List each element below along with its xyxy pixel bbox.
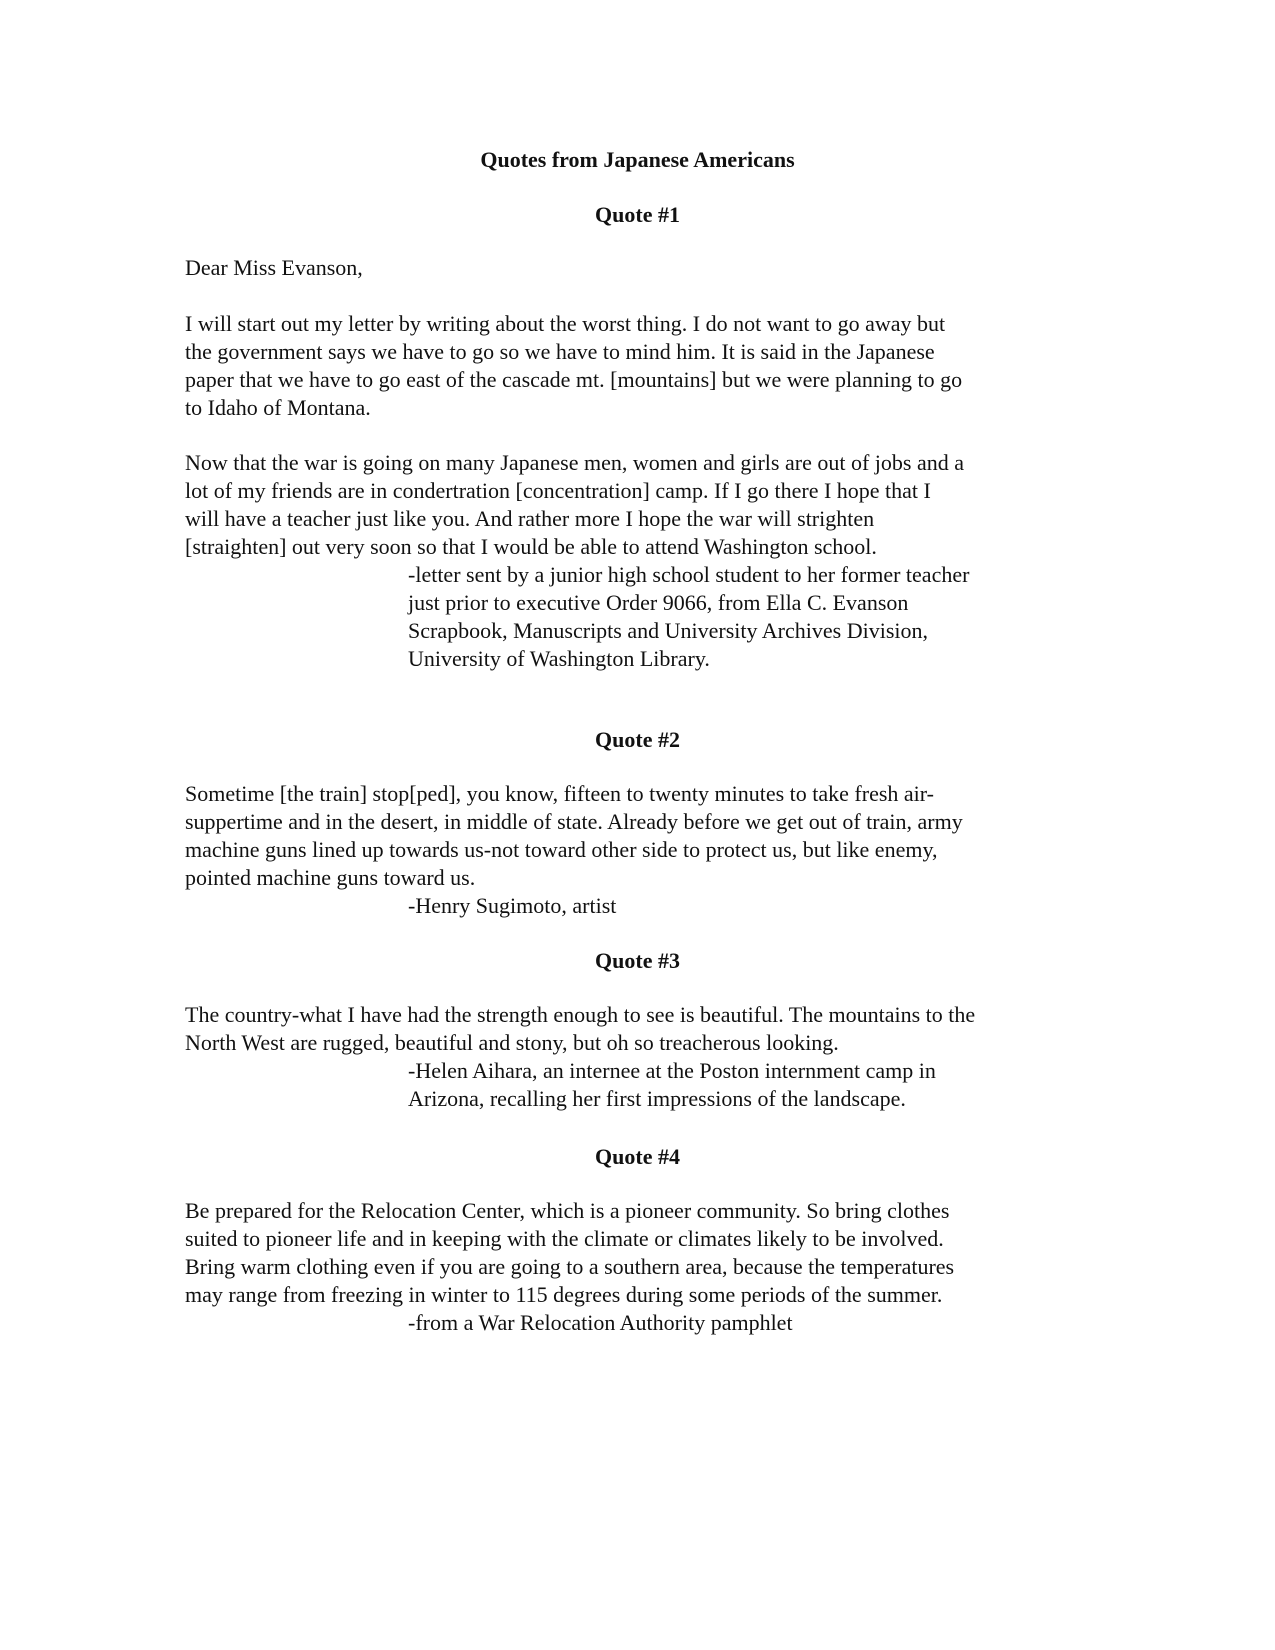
quote-2-line: pointed machine guns toward us. xyxy=(185,865,476,890)
quote-1-line: I will start out my letter by writing about the worst thing. I do not want to go away but xyxy=(185,311,946,336)
quote-1-line: [straighten] out very soon so that I would be able to attend Washington school. xyxy=(185,534,877,559)
quote-1-line: lot of my friends are in condertration [concentration] camp. If I go there I hope that I xyxy=(185,478,931,503)
quote-1-line: to Idaho of Montana. xyxy=(185,395,371,420)
quote-1-line: will have a teacher just like you. And rather more I hope the war will strighten xyxy=(185,506,875,531)
quote-1-source-line: University of Washington Library. xyxy=(408,646,710,671)
quote-2-heading: Quote #2 xyxy=(595,727,680,752)
quote-1-line: the government says we have to go so we have to mind him. It is said in the Japanese xyxy=(185,339,935,364)
quote-3-line: North West are rugged, beautiful and stony, but oh so treacherous looking. xyxy=(185,1030,839,1055)
quote-3-heading: Quote #3 xyxy=(595,948,680,973)
document-title: Quotes from Japanese Americans xyxy=(480,147,795,172)
quote-1-source-line: -letter sent by a junior high school student to her former teacher xyxy=(408,562,970,587)
quote-2-source-line: -Henry Sugimoto, artist xyxy=(408,893,617,918)
quote-1-heading: Quote #1 xyxy=(595,202,680,227)
quote-3-line: The country-what I have had the strength enough to see is beautiful. The mountains to the xyxy=(185,1002,976,1027)
quote-1-source-line: just prior to executive Order 9066, from Ella C. Evanson xyxy=(408,590,909,615)
quote-2-line: suppertime and in the desert, in middle of state. Already before we get out of train, army xyxy=(185,809,963,834)
quote-4-heading: Quote #4 xyxy=(595,1144,680,1169)
quote-3-source-line: -Helen Aihara, an internee at the Poston internment camp in xyxy=(408,1058,936,1083)
quote-4-source-line: -from a War Relocation Authority pamphlet xyxy=(408,1310,793,1335)
quote-4-line: Bring warm clothing even if you are going to a southern area, because the temperatures xyxy=(185,1254,955,1279)
quote-1-line: Now that the war is going on many Japanese men, women and girls are out of jobs and a xyxy=(185,450,964,475)
quote-2-line: Sometime [the train] stop[ped], you know, fifteen to twenty minutes to take fresh air- xyxy=(185,781,934,806)
quote-2-line: machine guns lined up towards us-not toward other side to protect us, but like enemy, xyxy=(185,837,938,862)
quote-1-source-line: Scrapbook, Manuscripts and University Archives Division, xyxy=(408,618,928,643)
quote-1-salutation: Dear Miss Evanson, xyxy=(185,255,363,280)
quote-4-line: Be prepared for the Relocation Center, which is a pioneer community. So bring clothes xyxy=(185,1198,950,1223)
quote-4-line: may range from freezing in winter to 115 degrees during some periods of the summer. xyxy=(185,1282,943,1307)
quote-4-line: suited to pioneer life and in keeping with the climate or climates likely to be involved. xyxy=(185,1226,944,1251)
quote-3-source-line: Arizona, recalling her first impressions of the landscape. xyxy=(408,1086,906,1111)
quote-1-line: paper that we have to go east of the cascade mt. [mountains] but we were planning to go xyxy=(185,367,963,392)
